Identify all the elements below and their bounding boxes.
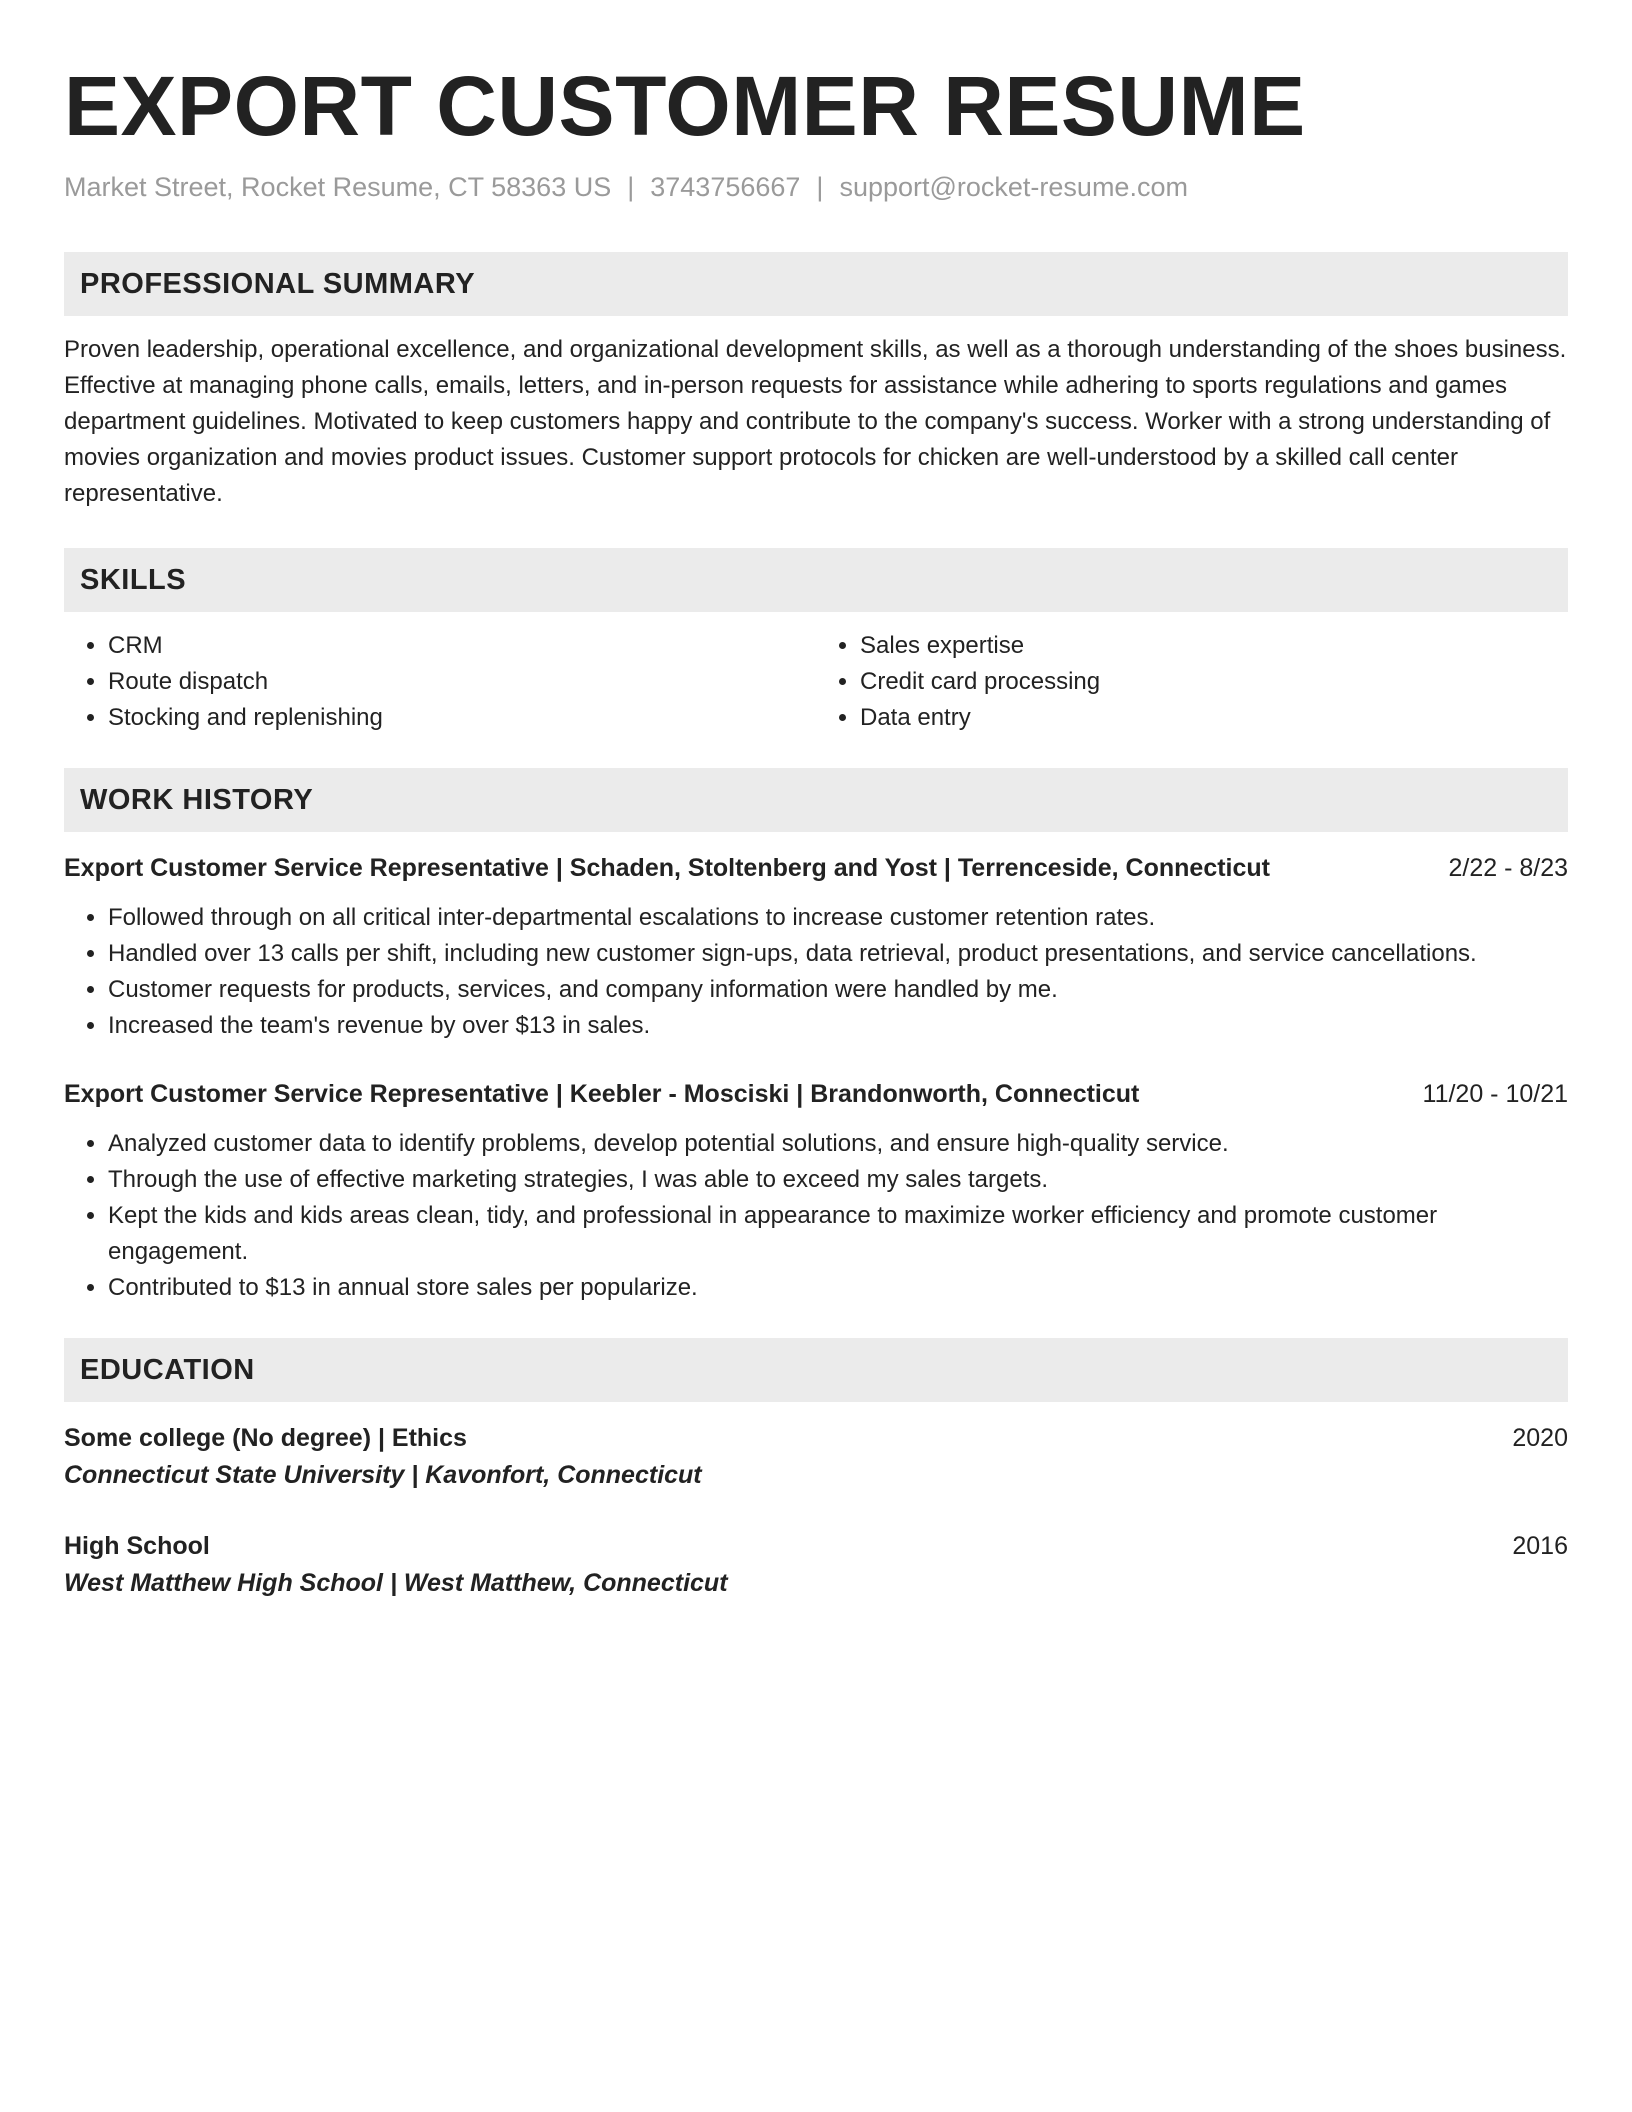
skills-column-left: [64, 628, 816, 736]
summary-text: Proven leadership, operational excellence, and organizational development skills, as well as a thorough understanding of the shoes business. Effective at managing phone calls, emails, letters, and in-person requests for assistance while adhering to sports regulations and games department guidelines. Motivated to keep customers happy and contribute to the company's success. Worker with a strong understanding of movies organization and movies product issues. Customer support protocols for chicken are well-understood by a skilled call center representative.: [64, 336, 1567, 507]
job-bullet: • Increased the team's revenue by over $13 in sales.: [108, 1008, 1568, 1044]
summary-heading: PROFESSIONAL SUMMARY: [64, 252, 1568, 316]
contact-address: Market Street, Rocket Resume, CT 58363 US: [64, 172, 612, 202]
education-year: 2016: [1512, 1532, 1568, 1560]
skill-item: • Sales expertise: [860, 628, 1568, 664]
education-section: [64, 1338, 1568, 1602]
education-heading: EDUCATION: [64, 1338, 1568, 1402]
education-school: West Matthew High School | West Matthew, Connecticut: [64, 1569, 728, 1597]
education-entry: [64, 1420, 1568, 1494]
job-header: [64, 850, 1568, 886]
job-bullet: • Customer requests for products, services, and company information were handled by me.: [108, 972, 1568, 1008]
skill-item: • Data entry: [860, 700, 1568, 736]
job-bullet: • Analyzed customer data to identify problems, develop potential solutions, and ensure high-quality service.: [108, 1126, 1568, 1162]
job-bullet: • Handled over 13 calls per shift, including new customer sign-ups, data retrieval, product presentations, and service cancellations.: [108, 936, 1568, 972]
job-entry: [64, 850, 1568, 1044]
skills-heading: SKILLS: [64, 548, 1568, 612]
education-header: [64, 1420, 1568, 1456]
education-year: 2020: [1512, 1424, 1568, 1452]
resume-title: EXPORT CUSTOMER RESUME: [64, 59, 1306, 153]
education-header: [64, 1528, 1568, 1564]
skill-item: • CRM: [108, 628, 816, 664]
job-bullet: • Contributed to $13 in annual store sales per popularize.: [108, 1270, 1568, 1306]
job-bullets: [64, 1126, 1568, 1306]
contact-separator: |: [627, 172, 635, 202]
job-header: [64, 1076, 1568, 1112]
skill-item: • Stocking and replenishing: [108, 700, 816, 736]
education-degree: High School: [64, 1532, 210, 1560]
job-dates: 11/20 - 10/21: [1422, 1080, 1568, 1108]
education-school: Connecticut State University | Kavonfort, Connecticut: [64, 1461, 702, 1489]
education-entry: [64, 1528, 1568, 1602]
contact-phone: 3743756667: [650, 172, 801, 202]
job-bullet: • Through the use of effective marketing strategies, I was able to exceed my sales targets.: [108, 1162, 1568, 1198]
skills-section: [64, 548, 1568, 736]
work-history-heading: WORK HISTORY: [64, 768, 1568, 832]
job-dates: 2/22 - 8/23: [1448, 854, 1568, 882]
skills-list: [64, 628, 1568, 736]
job-bullet: • Kept the kids and kids areas clean, tidy, and professional in appearance to maximize worker efficiency and promote customer engagement.: [108, 1198, 1568, 1270]
summary-section: [64, 252, 1568, 512]
work-history-section: [64, 768, 1568, 1306]
education-degree: Some college (No degree) | Ethics: [64, 1424, 467, 1452]
job-title: Export Customer Service Representative | Schaden, Stoltenberg and Yost | Terrenceside, Connecticut: [64, 854, 1270, 882]
job-entry: [64, 1076, 1568, 1306]
contact-email: support@rocket-resume.com: [839, 172, 1188, 202]
contact-line: [64, 170, 1568, 204]
skills-column-right: [816, 628, 1568, 736]
job-title: Export Customer Service Representative | Keebler - Mosciski | Brandonworth, Connecticut: [64, 1080, 1140, 1108]
skill-item: • Credit card processing: [860, 664, 1568, 700]
skill-item: • Route dispatch: [108, 664, 816, 700]
job-bullets: [64, 900, 1568, 1044]
job-bullet: • Followed through on all critical inter-departmental escalations to increase customer retention rates.: [108, 900, 1568, 936]
contact-separator: |: [816, 172, 824, 202]
